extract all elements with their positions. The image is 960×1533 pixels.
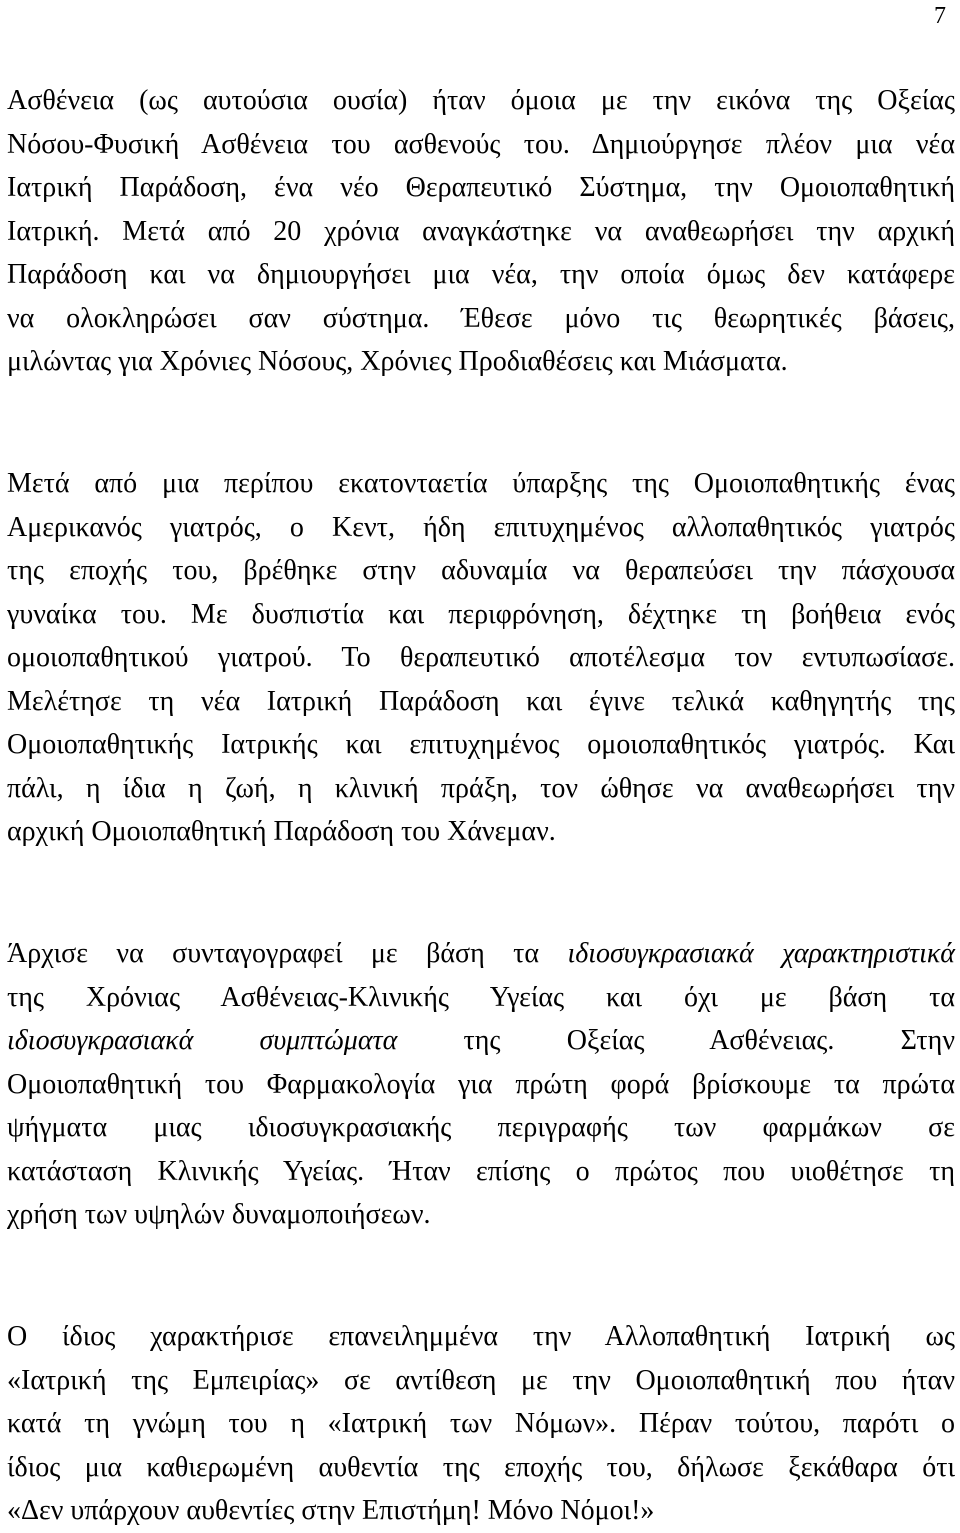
text-segment: Ιατρική Παράδοση, ένα νέο Θεραπευτικό Σύστημα, την Ομοιοπαθητική (7, 172, 955, 203)
text-segment: Ομοιοπαθητική του Φαρμακολογία για πρώτη φορά βρίσκουμε τα πρώτα (7, 1068, 955, 1100)
text-line (7, 932, 955, 976)
text-line (7, 1150, 955, 1194)
text-segment: Μελέτησε τη νέα Ιατρική Παράδοση και έγινε τελικά καθηγητής της (7, 685, 955, 717)
text-segment: Νόσου-Φυσική Ασθένεια του ασθενούς του. Δημιούργησε πλέον μια νέα (7, 128, 955, 160)
text-line (7, 340, 955, 384)
paragraph-1 (7, 79, 955, 384)
text-line (7, 1106, 955, 1150)
text-line (7, 976, 955, 1020)
text-segment: κατάσταση Κλινικής Υγείας. Ήταν επίσης ο πρώτος που υιοθέτησε τη (7, 1155, 955, 1187)
text-segment: ίδιος μια καθιερωμένη αυθεντία της εποχής του, δήλωσε ξεκάθαρα ότι (7, 1451, 955, 1483)
italic-text: ιδιοσυγκρασιακά χαρακτηριστικά (567, 938, 955, 969)
text-segment: της Χρόνιας Ασθένειας-Κλινικής Υγείας και όχι με βάση τα (7, 981, 955, 1013)
text-segment: χρήση των υψηλών δυναμοποιήσεων. (7, 1199, 431, 1230)
text-line (7, 1359, 955, 1403)
text-segment: Μετά από μια περίπου εκατονταετία ύπαρξης της Ομοιοπαθητικής ένας (7, 468, 955, 499)
text-line (7, 549, 955, 593)
text-line (7, 680, 955, 724)
text-segment: Αμερικανός γιατρός, ο Κεντ, ήδη επιτυχημένος αλλοπαθητικός γιατρός (7, 511, 955, 543)
text-line (7, 593, 955, 637)
text-segment: κατά τη γνώμη του η «Ιατρική των Νόμων». Πέραν τούτου, παρότι ο (7, 1408, 955, 1439)
text-segment: Ιατρική. Μετά από 20 χρόνια αναγκάστηκε να αναθεωρήσει την αρχική (7, 215, 955, 247)
paragraph-4 (7, 1315, 955, 1533)
text-line (7, 506, 955, 550)
text-line (7, 1193, 955, 1237)
text-line (7, 462, 955, 506)
text-segment: να ολοκληρώσει σαν σύστημα. Έθεσε μόνο τις θεωρητικές βάσεις, (7, 302, 955, 334)
text-segment: «Δεν υπάρχουν αυθεντίες στην Επιστήμη! Μόνο Νόμοι!» (7, 1495, 655, 1526)
paragraph-2 (7, 462, 955, 854)
text-line (7, 723, 955, 767)
text-line (7, 79, 955, 123)
text-line (7, 1063, 955, 1107)
text-segment: Ο ίδιος χαρακτήρισε επανειλημμένα την Αλλοπαθητική Ιατρική ως (7, 1321, 955, 1352)
text-segment: Παράδοση και να δημιουργήσει μια νέα, την οποία όμως δεν κατάφερε (7, 259, 955, 290)
text-line (7, 1489, 955, 1533)
text-line (7, 636, 955, 680)
text-line (7, 767, 955, 811)
text-segment: «Ιατρική της Εμπειρίας» σε αντίθεση με την Ομοιοπαθητική που ήταν (7, 1364, 955, 1396)
text-segment: ψήγματα μιας ιδιοσυγκρασιακής περιγραφής των φαρμάκων σε (7, 1112, 955, 1143)
paragraph-3 (7, 932, 955, 1237)
text-line (7, 1446, 955, 1490)
text-line (7, 253, 955, 297)
text-segment: πάλι, η ίδια η ζωή, η κλινική πράξη, τον ώθησε να αναθεωρήσει την (7, 772, 955, 804)
text-line (7, 1402, 955, 1446)
text-segment: ομοιοπαθητικού γιατρού. Το θεραπευτικό αποτέλεσμα τον εντυπωσίασε. (7, 642, 955, 673)
text-segment: Ομοιοπαθητικής Ιατρικής και επιτυχημένος ομοιοπαθητικός γιατρός. Και (7, 729, 955, 760)
text-line (7, 1019, 955, 1063)
text-line (7, 1315, 955, 1359)
text-segment: Ασθένεια (ως αυτούσια ουσία) ήταν όμοια με την εικόνα της Οξείας (7, 85, 955, 116)
italic-text: ιδιοσυγκρασιακά συμπτώματα (7, 1025, 398, 1056)
text-segment: γυναίκα του. Με δυσπιστία και περιφρόνηση, δέχτηκε τη βοήθεια ενός (7, 598, 955, 630)
page-number: 7 (934, 3, 946, 29)
text-segment: αρχική Ομοιοπαθητική Παράδοση του Χάνεμαν. (7, 816, 556, 847)
text-segment: μιλώντας για Χρόνιες Νόσους, Χρόνιες Προδιαθέσεις και Μιάσματα. (7, 346, 788, 377)
text-line (7, 810, 955, 854)
text-segment: της εποχής του, βρέθηκε στην αδυναμία να θεραπεύσει την πάσχουσα (7, 555, 955, 586)
text-segment: Άρχισε να συνταγογραφεί με βάση τα (7, 938, 568, 969)
text-line (7, 123, 955, 167)
text-line (7, 210, 955, 254)
text-segment: της Οξείας Ασθένειας. Στην (397, 1025, 955, 1056)
text-line (7, 297, 955, 341)
text-line (7, 166, 955, 210)
